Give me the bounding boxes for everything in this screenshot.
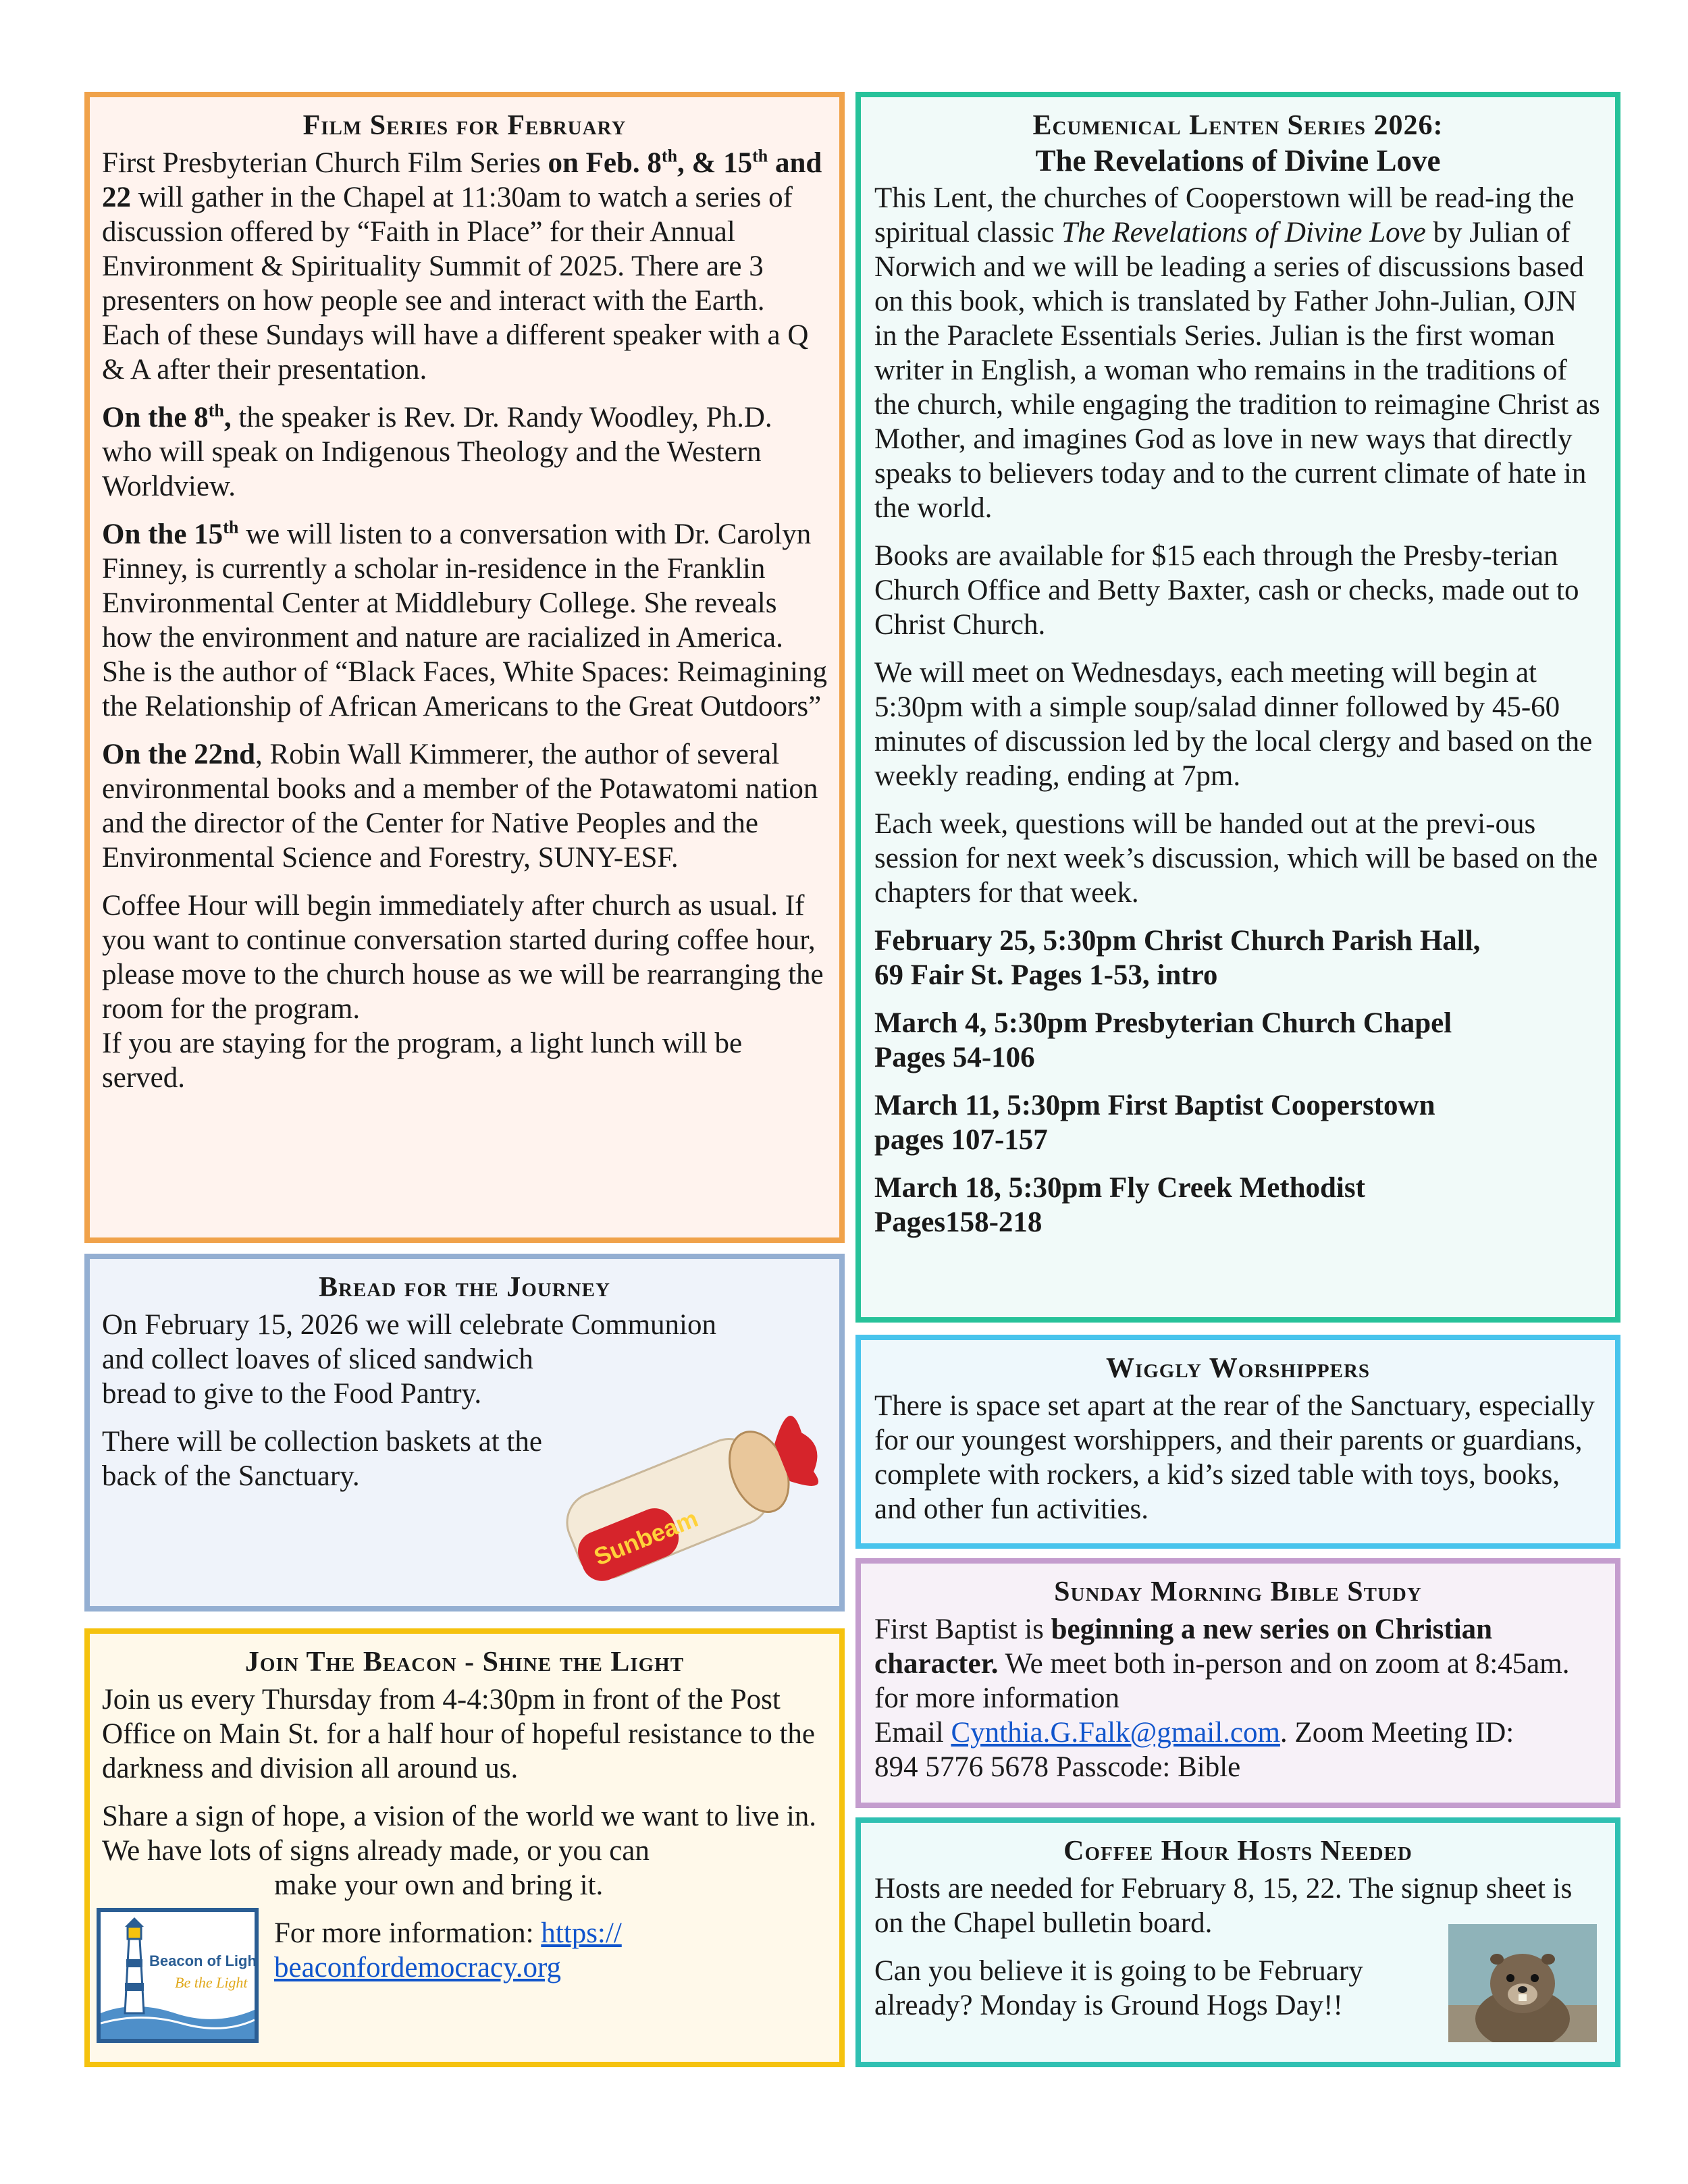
lenten-meetings: We will meet on Wednesdays, each meeting will begin at 5:30pm with a simple soup/salad dinner followed by 45-60 minutes of discussion led by the local clergy and based on the weekly reading, ending at 7pm. [874, 657, 1593, 792]
date-run: on Feb. 8 [548, 147, 662, 179]
sup: th [223, 517, 239, 537]
lenten-series-title [874, 108, 1602, 178]
bread-journey-box [84, 1254, 845, 1612]
sup: th [208, 400, 224, 421]
text-run: the speaker is Rev. Dr. Randy Woodley, Ph.D. who will speak on Indigenous Theology and the Western Worldview. [102, 402, 772, 502]
book-title: The Revelations of Divine Love [1061, 217, 1426, 248]
text-run: , Robin Wall Kimmerer, the author of several environmental books and a member of the Potawatomi nation and the director of the Center for Native Peoples and the Environmental Science and Forestry, SUNY-ESF. [102, 739, 818, 874]
lenten-session [874, 1171, 1602, 1240]
text-run: will gather in the Chapel at 11:30am to watch a series of discussion offered by “Faith in Place” for their Annual Environment & Spirituality Summit of 2025. There are 3 presenters on how people see and interact with the Earth. Each of these Sundays will have a different speaker with a Q & A after their presentation. [102, 182, 809, 385]
lenten-books: Books are available for $15 each through the Presby-terian Church Office and Betty Baxter, cash or checks, made out to Christ Church. [874, 540, 1579, 641]
lenten-session [874, 1088, 1602, 1157]
wiggly-worshippers-box [855, 1335, 1620, 1549]
lighthouse-icon [101, 1912, 255, 2039]
email-link[interactable]: Cynthia.G.Falk@gmail.com [951, 1717, 1280, 1749]
bread-baskets: There will be collection baskets at the back of the Sanctuary. [102, 1426, 542, 1492]
date-run: and 22 [102, 147, 822, 213]
lenten-questions: Each week, questions will be handed out at the previ-ous session for next week’s discussion, which will be based on the chapters for that week. [874, 808, 1598, 909]
lenten-session [874, 924, 1602, 992]
wiggly-worshippers-title: Wiggly Worshippers [1105, 1353, 1371, 1384]
session-line: pages 107-157 [874, 1124, 1048, 1156]
bible-study-text [874, 1612, 1602, 1784]
text-run: First Presbyterian Church Film Series [102, 147, 548, 179]
session-line: March 18, 5:30pm Fly Creek Methodist [874, 1172, 1365, 1204]
bread-brand: Sunbeam [589, 1504, 702, 1571]
lenten-title-line: Ecumenical Lenten Series 2026: [1032, 110, 1444, 141]
film-series-lunch: If you are staying for the program, a light lunch will be served. [102, 1028, 743, 1094]
film-series-22nd [102, 737, 827, 875]
session-line: Pages158-218 [874, 1206, 1043, 1238]
wiggly-text: There is space set apart at the rear of the Sanctuary, especially for our youngest worshippers, and their parents or guardians, complete with rockers, a kid’s sized table with toys, books, and other fun activities. [874, 1390, 1595, 1525]
film-series-box [84, 92, 845, 1243]
text-run: This Lent, the churches of Cooperstown will be read-ing the spiritual classic [874, 182, 1575, 248]
email-label: Email [874, 1717, 951, 1749]
beacon-link[interactable]: https:// [541, 1917, 622, 1949]
session-line: February 25, 5:30pm Christ Church Parish Hall, [874, 925, 1481, 957]
beacon-title: Join The Beacon - Shine the Light [244, 1647, 685, 1678]
bible-study-title: Sunday Morning Bible Study [1054, 1576, 1422, 1607]
lenten-intro [874, 181, 1602, 525]
text-run: We meet both in-person and on zoom at 8:45am. for more information [874, 1648, 1570, 1714]
date-run: , & 15 [677, 147, 753, 179]
beacon-intro: Join us every Thursday from 4-4:30pm in front of the Post Office on Main St. for a half hour of hopeful resistance to the darkness and division all around us. [102, 1684, 815, 1784]
beacon-box [84, 1628, 845, 2067]
zoom-label: . Zoom Meeting ID: [1280, 1717, 1514, 1749]
film-series-coffee: Coffee Hour will begin immediately after church as usual. If you want to continue conversation started during coffee hour, please move to the church house as we will be rearranging the room for the program. [102, 890, 824, 1025]
bread-loaf-image [539, 1394, 829, 1597]
coffee-groundhog: Can you believe it is going to be February already? Monday is Ground Hogs Day!! [874, 1955, 1363, 2021]
session-line: March 4, 5:30pm Presbyterian Church Chapel [874, 1007, 1452, 1039]
date-run: , [223, 402, 232, 433]
date-run: On the 8 [102, 402, 209, 433]
bible-study-box [855, 1558, 1620, 1808]
film-series-15th [102, 517, 827, 724]
session-line: 69 Fair St. Pages 1-53, intro [874, 959, 1218, 991]
beacon-share: Share a sign of hope, a vision of the world we want to live in. We have lots of signs already made, or you can [102, 1801, 817, 1867]
bread-journey-title: Bread for the Journey [319, 1272, 610, 1303]
coffee-hosts: Hosts are needed for February 8, 15, 22. The signup sheet is on the Chapel bulletin board. [874, 1873, 1573, 1939]
bread-text: and collect loaves of sliced sandwich bread to give to the Food Pantry. [102, 1343, 533, 1410]
beacon-link[interactable]: beaconfordemocracy.org [274, 1952, 562, 1983]
beacon-share-cont: make your own and bring it. [274, 1869, 604, 1901]
series-name: beginning a new series on Christian character. [874, 1614, 1493, 1680]
text-run: First Baptist is [874, 1614, 1051, 1645]
sup: th [661, 146, 678, 166]
beacon-logo [97, 1908, 259, 2043]
date-run: On the 15 [102, 518, 223, 550]
lenten-subtitle: The Revelations of Divine Love [1035, 144, 1441, 178]
coffee-hour-title: Coffee Hour Hosts Needed [1063, 1836, 1413, 1867]
bread-line-1: On February 15, 2026 we will celebrate Communion [102, 1309, 716, 1341]
sup: th [752, 146, 768, 166]
coffee-hour-box [855, 1817, 1620, 2067]
text-run: we will listen to a conversation with Dr. Carolyn Finney, is currently a scholar in-residence in the Franklin Environmental Center at Middlebury College. She reveals how the environment and nature are racialized in America. She is the author of “Black Faces, White Spaces: Reimagining the Relationship of African Americans to the Great Outdoors” [102, 518, 827, 722]
date-run: On the 22nd [102, 739, 256, 770]
film-series-title: Film Series for February [302, 110, 627, 141]
logo-name: Beacon of Light [149, 1952, 255, 1969]
groundhog-image [1448, 1924, 1597, 2042]
zoom-meeting-info: 894 5776 5678 Passcode: Bible [874, 1751, 1241, 1783]
logo-tagline: Be the Light [175, 1974, 248, 1991]
more-info-label: For more information: [274, 1917, 542, 1949]
session-line: March 11, 5:30pm First Baptist Cooperstown [874, 1090, 1435, 1121]
session-line: Pages 54-106 [874, 1042, 1035, 1073]
film-series-intro [102, 146, 827, 387]
text-run: by Julian of Norwich and we will be leading a series of discussions based on this book, which is translated by Father John-Julian, OJN in the Paraclete Essentials Series. Julian is the first woman writer in English, a woman who remains in the traditions of the church, while engaging the tradition to reimagine Christ as Mother, and imagines God as love in new ways that directly speaks to believers today and to the current climate of hate in the world. [874, 217, 1600, 524]
film-series-8th [102, 400, 827, 504]
lenten-session [874, 1006, 1602, 1075]
lenten-series-box [855, 92, 1620, 1323]
